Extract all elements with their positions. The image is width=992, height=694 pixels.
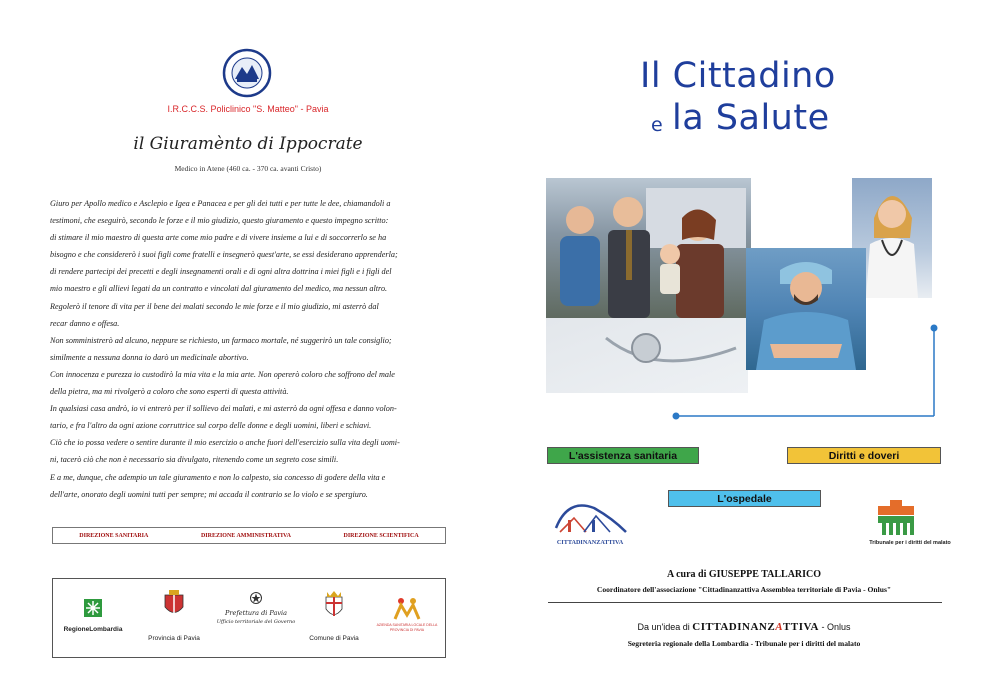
curator-prefix: A cura di [666, 569, 707, 580]
oath-text [50, 195, 446, 503]
cittadinanzattiva-logo-icon [548, 496, 632, 548]
idea-brand [692, 621, 819, 633]
cover-title-line2: la Salute [672, 98, 830, 138]
direction-scientifica: DIREZIONE SCIENTIFICA [343, 532, 419, 539]
oath-line: E a me, dunque, che adempio un tale giuramento e non lo calpesto, sia concesso di godere della vita e [50, 472, 386, 482]
label-ospedale: L'ospedale [668, 490, 821, 507]
oath-line: dell'arte, onorato degli uomini tutti per sempre; mi accada il contrario se lo violo e se spergiuro. [50, 489, 368, 499]
cittadinanzattiva-logo-text: CITTADINANZATTIVA [556, 539, 624, 546]
sponsor-regione-label: RegioneLombardia [63, 626, 123, 633]
oath-line: mio maestro e gli allievi legati da un contratto e vincolati dal giuramento del medico, ma nessun altro. [50, 284, 388, 294]
direction-sanitaria: DIREZIONE SANITARIA [79, 532, 149, 539]
sponsor-provincia-label: Provincia di Pavia [148, 635, 200, 642]
policlinico-seal-icon [222, 48, 272, 98]
comune-crest-icon [323, 589, 345, 621]
curator-name: GIUSEPPE TALLARICO [708, 569, 822, 580]
idea-prefix: Da un'idea di [637, 622, 690, 632]
oath-title: il Giuramènto di Ippocrate [133, 134, 363, 154]
segreteria-line: Segreteria regionale della Lombardia - Tribunale per i diritti del malato [627, 639, 861, 648]
curator-line [496, 569, 992, 580]
divider-rule [548, 602, 942, 603]
oath-line: Non somministrerò ad alcuno, neppure se richiesto, un farmaco mortale, né suggerirò un tale consiglio; [50, 335, 392, 345]
oath-line: testimoni, che eseguirò, secondo le forze e il mio giudizio, questo giuramento e questo impegno scritto: [50, 216, 389, 226]
provincia-crest-icon [163, 589, 185, 619]
cover-photo-collage [546, 178, 946, 428]
idea-line [496, 621, 992, 633]
asl-logo-icon [393, 595, 421, 621]
oath-line: di rendere partecipi dei precetti e degli insegnamenti orali e di ogni altra dottrina i miei figli e i figli del [50, 267, 392, 277]
prefettura-emblem-icon [249, 591, 263, 605]
sponsor-prefettura [213, 579, 299, 657]
tribunale-label: Tribunale per i diritti del malato [869, 540, 951, 546]
sponsor-regione [57, 579, 129, 657]
oath-line: bisogno e che considererò i suoi figli come fratelli e insegnerò quest'arte, se essi desiderano apprenderla; [50, 250, 398, 260]
oath-line: Con innocenza e purezza io custodirò la mia vita e la mia arte. Non opererò coloro che soffrono del male [50, 369, 395, 379]
sponsor-asl [369, 579, 445, 657]
sponsor-asl-label: AZIENDA SANITARIA LOCALE DELLA PROVINCIA DI PAVIA [376, 623, 438, 632]
idea-brand-part2: A [775, 621, 784, 633]
oath-line: In qualsiasi casa andrò, io vi entrerò per il sollievo dei malati, e mi asterrò da ogni offesa e danno volon- [50, 404, 397, 414]
institution-name: I.R.C.C.S. Policlinico "S. Matteo" - Pavia [167, 104, 329, 114]
directions-bar [52, 527, 446, 544]
sponsor-comune [299, 579, 369, 657]
family-photo [546, 178, 751, 318]
oath-line: recar danno e offesa. [50, 318, 120, 328]
oath-line: similmente a nessuna donna io darò un medicinale abortivo. [50, 352, 249, 362]
oath-line: di stimare il mio maestro di questa arte come mio padre e di vivere insieme a lui e di soccorrerlo se ha [50, 233, 387, 243]
sponsor-provincia [133, 579, 215, 657]
cover-title-line1: Il Cittadino [640, 56, 836, 96]
direction-amministrativa: DIREZIONE AMMINISTRATIVA [200, 532, 291, 539]
oath-line: Regolerò il tenore di vita per il bene dei malati secondo le mie forze e il mio giudizio, mi asterrò dal [50, 301, 379, 311]
sponsor-comune-label: Comune di Pavia [309, 635, 359, 642]
oath-line: ni, tacerò ciò che non è necessario sia divulgato, ritenendo come un segreto cose simili. [50, 455, 339, 465]
sponsor-prefettura-sublabel: Ufficio territoriale del Governo [216, 619, 296, 625]
oath-line: della pietra, ma mi rivolgerò a coloro che sono esperti di questa attività. [50, 387, 289, 397]
oath-line: tario, e fra l'altro da ogni azione corruttrice sul corpo delle donne e degli uomini, liberi e schiavi. [50, 421, 372, 431]
coordinator-line: Coordinatore dell'associazione "Cittadinanzattiva Assemblea territoriale di Pavia - Onlus" [596, 585, 892, 594]
label-assistenza-sanitaria: L'assistenza sanitaria [547, 447, 699, 464]
regione-lombardia-logo-icon [84, 599, 102, 617]
oath-line: Giuro per Apollo medico e Asclepio e Igea e Panacea e per gli dei tutti e per tutte le dee, chiamandoli a [50, 199, 391, 208]
sponsors-box [52, 578, 446, 658]
doctor-photo [746, 248, 866, 370]
idea-brand-part1: CITTADINANZ [692, 621, 776, 633]
sponsor-prefettura-label: Prefettura di Pavia [225, 609, 287, 617]
oath-line: Ciò che io possa vedere o sentire durante il mio esercizio o anche fuori dell'esercizio sulla vita degli uomi- [50, 438, 400, 448]
idea-brand-part3: TTIVA [783, 621, 819, 633]
idea-suffix: - Onlus [821, 622, 851, 632]
family-figures-icon [546, 178, 751, 318]
label-diritti-doveri: Diritti e doveri [787, 447, 941, 464]
cover-title-conjunction: e [651, 114, 663, 136]
oath-subtitle: Medico in Atene (460 ca. - 370 ca. avanti Cristo) [174, 164, 322, 173]
doctor-figure-icon [746, 248, 866, 370]
